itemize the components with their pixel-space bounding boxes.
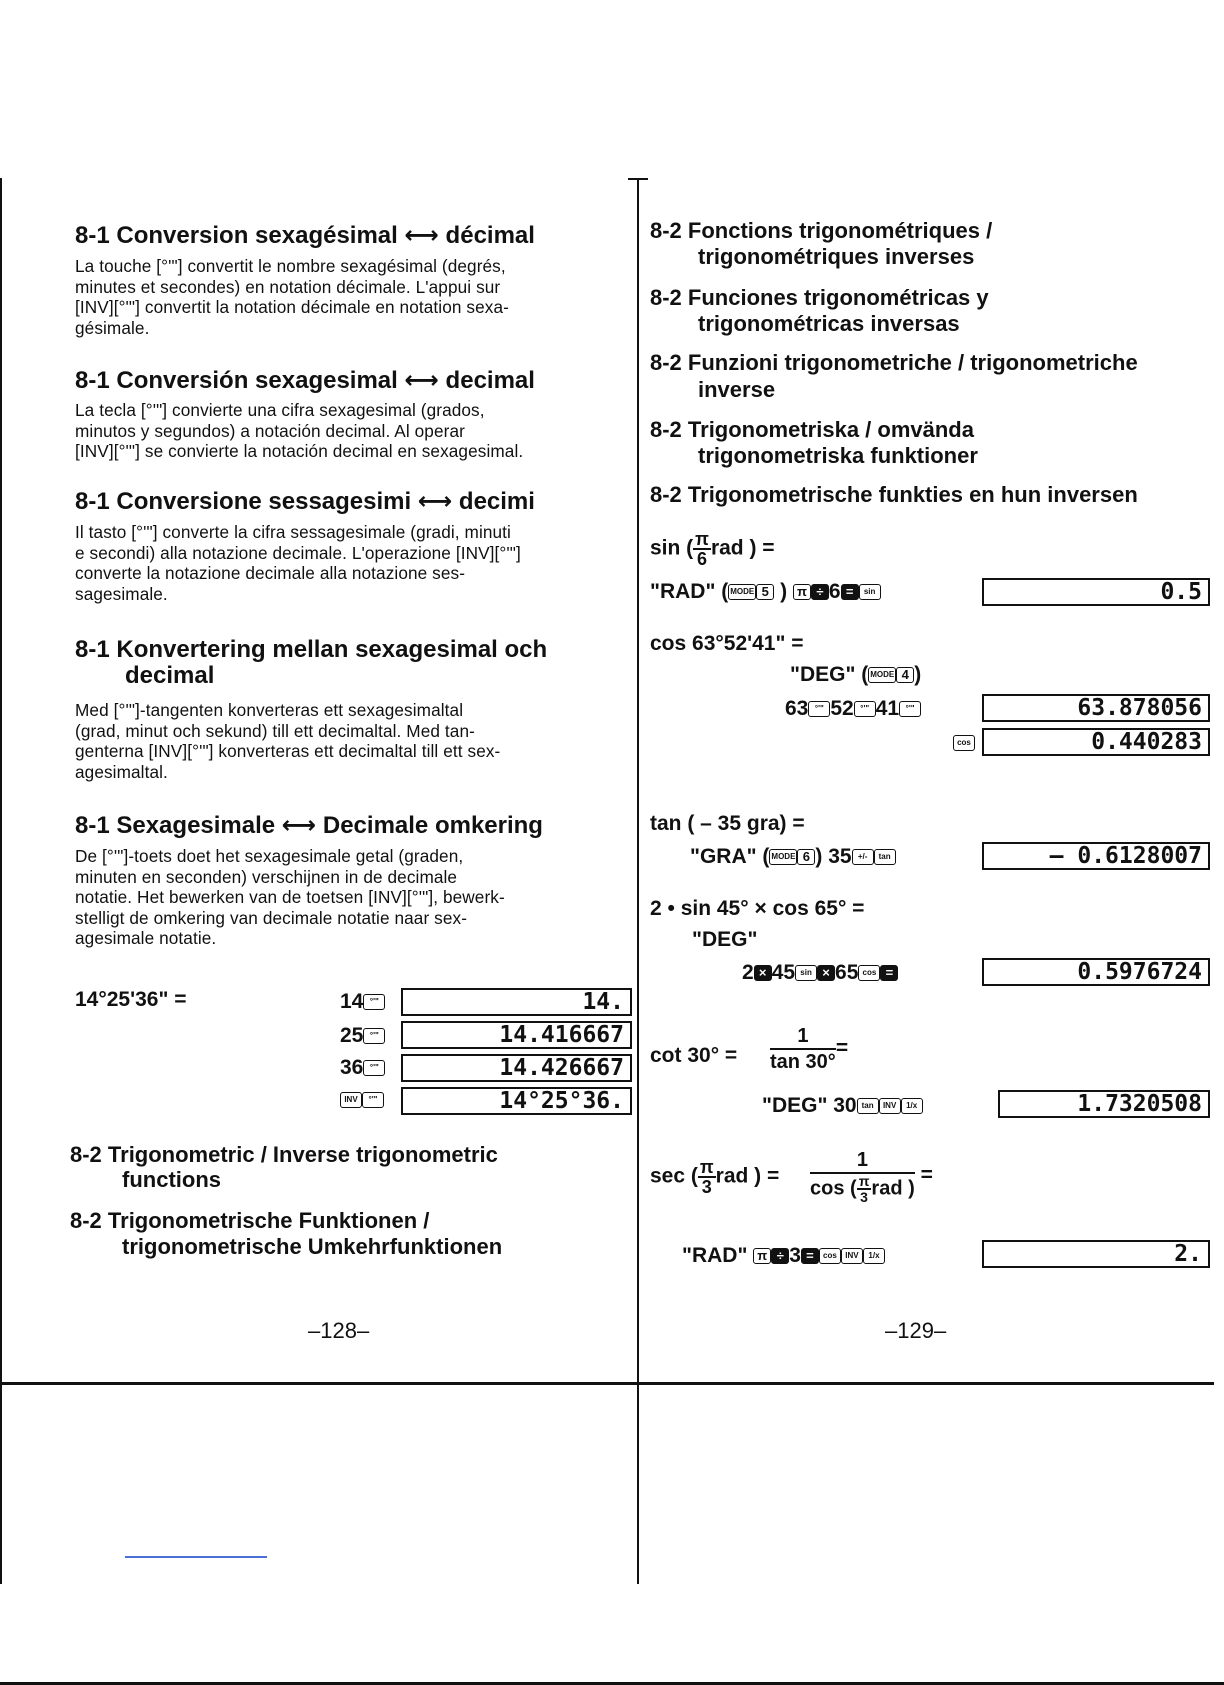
example-display-3: 14.426667 [401, 1054, 632, 1082]
ex3-keys: "GRA" ( MODE 6 ) 35 +/- tan [690, 845, 896, 869]
heading-sv-8-2: 8-2 Trigonometriska / omvända [650, 417, 974, 442]
equals-key-icon: = [801, 1248, 819, 1264]
reciprocal-key-icon: 1/x [863, 1248, 885, 1264]
heading-es-8-1: 8-1 Conversión sexagesimal ⟷ decimal [75, 367, 535, 394]
example-display-1: 14. [401, 988, 632, 1016]
inv-key-icon: INV [340, 1092, 362, 1108]
dms-key-icon: °'" [854, 701, 876, 717]
ex4-display: 0.5976724 [982, 958, 1210, 986]
dms-key-icon: °'" [363, 1028, 385, 1044]
heading-it-8-1: 8-1 Conversione sessagesimi ⟷ decimi [75, 488, 535, 515]
para-it-8-1: Il tasto [°'"] converte la cifra sessagesimale (gradi, minuti e secondi) alla notazione decimale. L'operazione [INV][°'"] converte la notazione decimale alla notazione ses- sagesimale. [75, 522, 521, 604]
example-display-2: 14.416667 [401, 1021, 632, 1049]
ex6-keys: "RAD" π ÷ 3 = cos INV 1/x [682, 1244, 885, 1268]
dms-key-icon: °'" [899, 701, 921, 717]
heading-fr-8-1: 8-1 Conversion sexagésimal ⟷ décimal [75, 222, 535, 249]
example-expression: 14°25'36" = [75, 988, 187, 1011]
heading-fr-8-2: 8-2 Fonctions trigonométriques / [650, 218, 993, 243]
heading-en-8-2: 8-2 Trigonometric / Inverse trigonometric [70, 1142, 498, 1167]
ex1-display: 0.5 [982, 578, 1210, 606]
para-fr-8-1: La touche [°'"] convertit le nombre sexagésimal (degrés, minutes et secondes) en notation décimale. L'appui sur [INV][°'"] convertit la notation décimale en notation sexa- gésimale. [75, 256, 509, 338]
pi-over-6-fraction: $\frac{\pi}{6}$ [695, 529, 709, 569]
mode-key-icon: MODE [728, 584, 756, 600]
key-6-icon: 6 [797, 849, 815, 865]
bottom-rule-page [0, 1382, 1214, 1385]
ex1-expression: sin ( $\frac{\pi}{6}$ rad ) = [650, 529, 775, 569]
ex3-display: – 0.6128007 [982, 842, 1210, 870]
sec-fraction: 1 cos ( $\frac{\pi}{3}$ rad ) [810, 1149, 915, 1205]
ex3-expression: tan ( – 35 gra) = [650, 812, 805, 835]
ex2-display-2: 0.440283 [982, 728, 1210, 756]
sign-change-key-icon: +/- [852, 849, 874, 865]
example-key-row-1: 14 °'" [340, 990, 385, 1014]
cot-fraction: $\frac{1}{\tan 30^\circ}$ [770, 1025, 836, 1073]
heading-nl-8-1: 8-1 Sexagesimale ⟷ Decimale omkering [75, 812, 543, 839]
key-4-icon: 4 [896, 667, 914, 683]
para-sv-8-1: Med [°'"]-tangenten konverteras ett sexagesimaltal (grad, minut och sekund) till ett decimaltal. Med tan- genterna [INV][°'"] konverteras ett decimaltal till ett sex- agesimaltal. [75, 700, 501, 782]
dms-key-icon: °'" [362, 1092, 384, 1108]
ex5-keys: "DEG" 30 tan INV 1/x [762, 1094, 923, 1118]
sin-key-icon: sin [859, 584, 881, 600]
equals-key-icon: = [880, 965, 898, 981]
cos-key-icon: cos [819, 1248, 841, 1264]
ex5-display: 1.7320508 [998, 1090, 1210, 1118]
heading-en-8-2-cont: functions [122, 1167, 221, 1192]
ex6-display: 2. [982, 1240, 1210, 1268]
heading-it-8-2: 8-2 Funzioni trigonometriche / trigonometriche [650, 350, 1138, 375]
heading-es-8-2: 8-2 Funciones trigonométricas y [650, 285, 989, 310]
dms-key-icon: °'" [363, 994, 385, 1010]
para-nl-8-1: De [°'"]-toets doet het sexagesimale getal (graden, minuten en seconden) verschijnen in de decimale notatie. Het bewerken van de toetsen [INV][°'"], bewerk- stelligt de omkering van decimale notatie naar sex- agesimale notatie. [75, 846, 505, 949]
ex2-keys: 63 °'" 52 °'" 41 °'" [785, 697, 921, 721]
cos-key-icon: cos [858, 965, 880, 981]
ex4-mode: "DEG" [692, 928, 758, 951]
example-key-row-3: 36 °'" [340, 1056, 385, 1080]
ex1-keys: "RAD" ( MODE 5 ) π ÷ 6 = sin [650, 580, 881, 604]
divide-key-icon: ÷ [771, 1248, 789, 1264]
para-es-8-1: La tecla [°'"] convierte una cifra sexagesimal (grados, minutos y segundos) a notación decimal. Al operar [INV][°'"] se convierte la notación decimal en sexagesimal. [75, 400, 524, 462]
tan-key-icon: tan [874, 849, 896, 865]
left-margin-rule [0, 178, 2, 1584]
blue-underline [125, 1556, 267, 1558]
heading-it-8-2-cont: inverse [698, 377, 776, 402]
inv-key-icon: INV [879, 1098, 901, 1114]
heading-sv-8-2-cont: trigonometriska funktioner [698, 443, 978, 468]
divide-key-icon: ÷ [811, 584, 829, 600]
equals-key-icon: = [841, 584, 859, 600]
pi-key-icon: π [753, 1248, 771, 1264]
dms-key-icon: °'" [808, 701, 830, 717]
dms-key-icon: °'" [363, 1060, 385, 1076]
ex5-fraction: $\frac{1}{\tan 30^\circ}$ = [770, 1025, 849, 1073]
heading-es-8-2-cont: trigonométricas inversas [698, 311, 960, 336]
heading-de-8-2: 8-2 Trigonometrische Funktionen / [70, 1208, 430, 1233]
key-5-icon: 5 [756, 584, 774, 600]
ex4-keys: 2 × 45 sin × 65 cos = [742, 961, 898, 985]
tan-key-icon: tan [857, 1098, 879, 1114]
example-display-4: 14°25°36. [401, 1087, 632, 1115]
ex2-cos-key [953, 731, 975, 755]
sin-key-icon: sin [795, 965, 817, 981]
reciprocal-key-icon: 1/x [901, 1098, 923, 1114]
page-number-right: –129– [885, 1318, 947, 1343]
pi-over-3-fraction: $\frac{\pi}{3}$ [699, 1157, 714, 1197]
ex4-expression: 2 • sin 45° × cos 65° = [650, 897, 865, 920]
page-number-left: –128– [308, 1318, 370, 1343]
heading-de-8-2-cont: trigonometrische Umkehrfunktionen [122, 1234, 503, 1259]
ex2-expression: cos 63°52'41" = [650, 632, 804, 655]
ex6-pre: sec ( $\frac{\pi}{3}$ rad ) = [650, 1157, 780, 1197]
ex2-mode: "DEG" ( MODE 4 ) [790, 663, 922, 686]
example-key-row-2: 25 °'" [340, 1024, 385, 1048]
center-divider [637, 178, 639, 1584]
cos-key-icon: cos [953, 735, 975, 751]
mode-key-icon: MODE [769, 849, 797, 865]
multiply-key-icon: × [754, 965, 772, 981]
multiply-key-icon: × [817, 965, 835, 981]
example-key-row-4 [340, 1088, 384, 1112]
heading-nl-8-2: 8-2 Trigonometrische funkties en hun inversen [650, 482, 1138, 507]
ex6-fraction: 1 cos ( $\frac{\pi}{3}$ rad ) = [810, 1149, 933, 1205]
pi-key-icon: π [793, 584, 811, 600]
heading-fr-8-2-cont: trigonométriques inverses [698, 244, 975, 269]
top-tick [628, 178, 648, 180]
ex2-display-1: 63.878056 [982, 694, 1210, 722]
heading-sv-8-1: 8-1 Konvertering mellan sexagesimal och [75, 636, 548, 663]
ex5-pre: cot 30° = [650, 1044, 738, 1067]
mode-key-icon: MODE [868, 667, 896, 683]
inv-key-icon: INV [841, 1248, 863, 1264]
heading-sv-8-1-cont: decimal [125, 662, 215, 689]
